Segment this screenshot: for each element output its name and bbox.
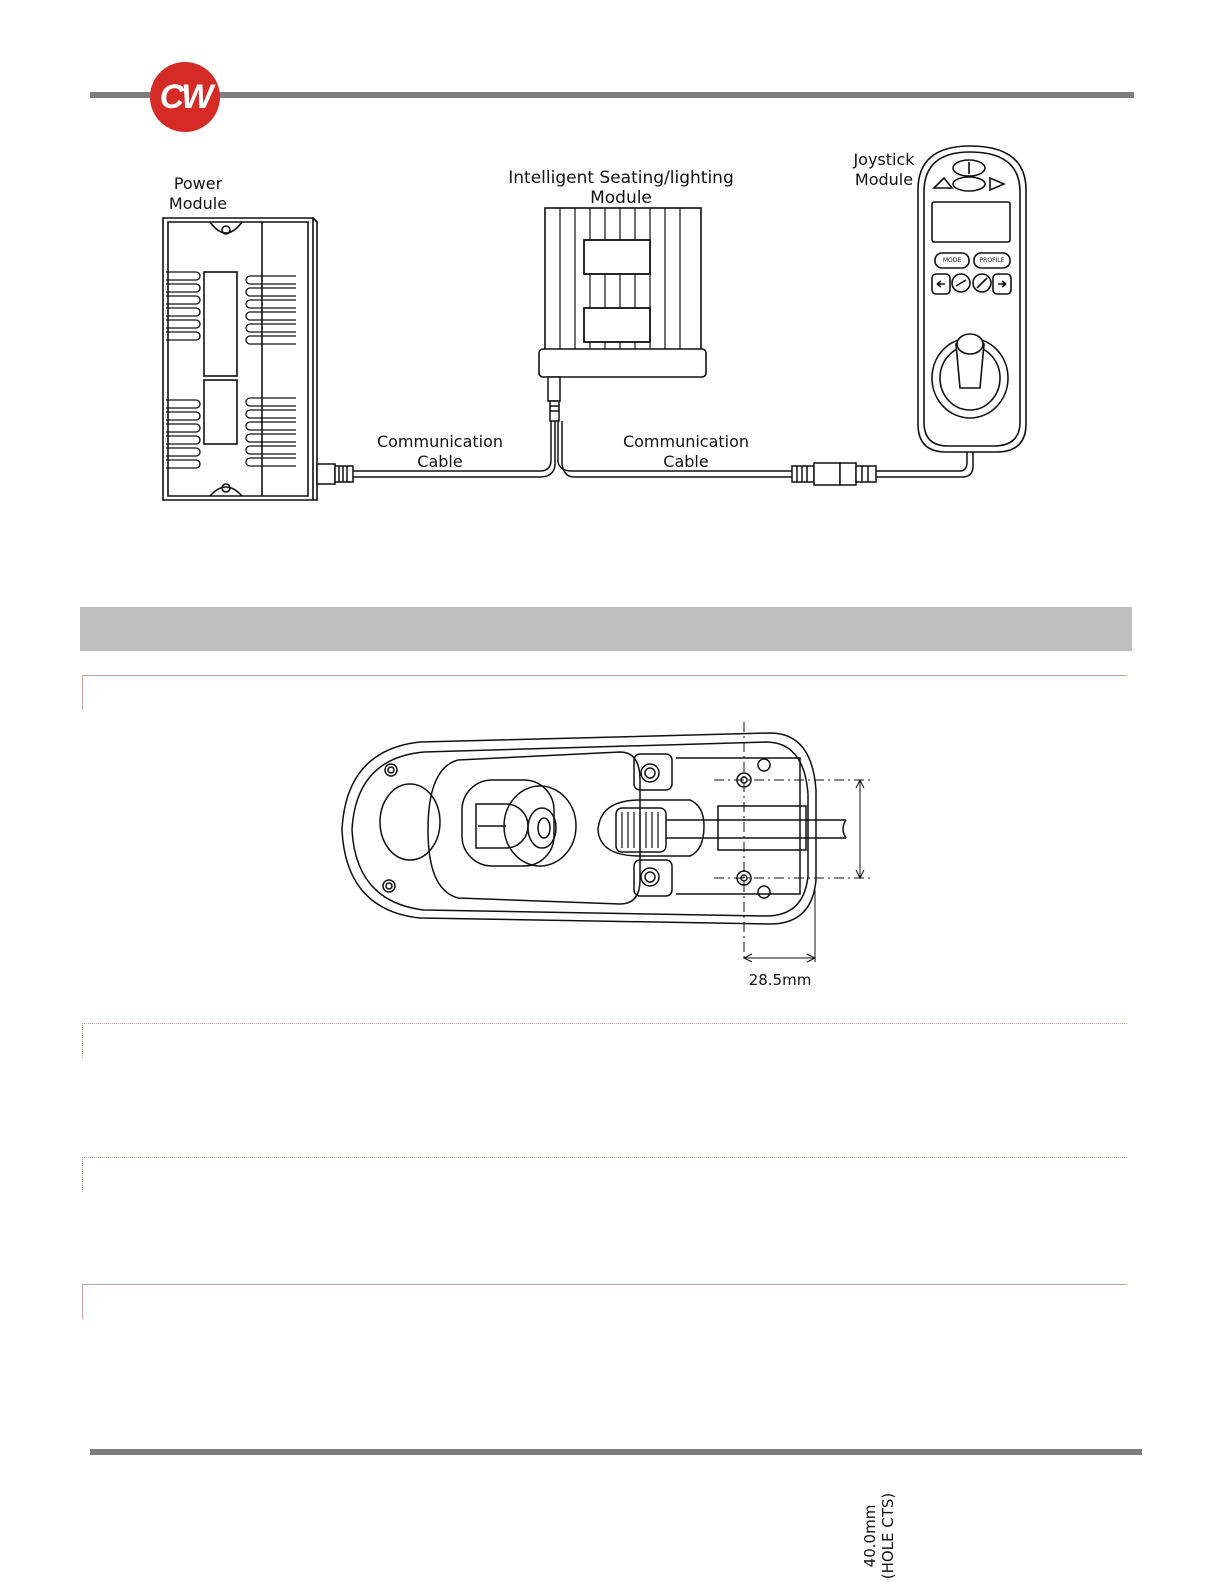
offset-dimension: 28.5mm: [748, 971, 812, 989]
cable-right-label-line1: Communication: [622, 432, 750, 451]
cable-left-label: [370, 432, 510, 472]
mounting-diagram: [0, 700, 1224, 1580]
subsection-box-2: [82, 1023, 1127, 1058]
power-connector-drawing: [317, 464, 353, 484]
subsection-box-4: [82, 1284, 1127, 1319]
section-header-bar: [80, 607, 1132, 651]
inline-connector-drawing: [792, 463, 876, 485]
joystick-module-label: [840, 150, 928, 190]
power-module-label-line2: Module: [168, 194, 228, 213]
joystick-profile-button: PROFILE: [979, 257, 1005, 264]
seating-connector-drawing: [548, 377, 560, 421]
cable-right-label-line2: Cable: [663, 452, 709, 471]
wiring-diagram-drawing: [0, 0, 1224, 560]
cable-left-label-line2: Cable: [417, 452, 463, 471]
mounting-diagram-drawing: [0, 700, 1224, 1000]
wiring-diagram: [0, 0, 1224, 560]
joystick-module-label-line2: Module: [854, 170, 914, 189]
joystick-mode-button: MODE: [942, 257, 962, 264]
logo-text: CW: [159, 78, 211, 116]
hole-spacing-value: 40.0mm: [861, 1504, 879, 1568]
hole-spacing-note: (HOLE CTS): [879, 1492, 897, 1580]
power-module-label: [148, 174, 248, 214]
joystick-module-drawing: [918, 146, 1026, 452]
power-module-label-line1: Power: [173, 174, 223, 193]
seating-module-drawing: [539, 208, 706, 377]
joystick-module-label-line1: Joystick: [853, 150, 915, 169]
cable-left-label-line1: Communication: [376, 432, 504, 451]
seating-module-label-line2: Module: [590, 188, 652, 208]
footer-rule: [90, 1449, 1142, 1455]
cable-right-label: [616, 432, 756, 472]
power-module-drawing: [163, 218, 317, 500]
hole-spacing-dimension: [861, 1481, 901, 1591]
seating-module-label: [500, 168, 742, 208]
subsection-box-3: [82, 1157, 1127, 1192]
seating-module-label-line1: Intelligent Seating/lighting: [508, 168, 734, 188]
